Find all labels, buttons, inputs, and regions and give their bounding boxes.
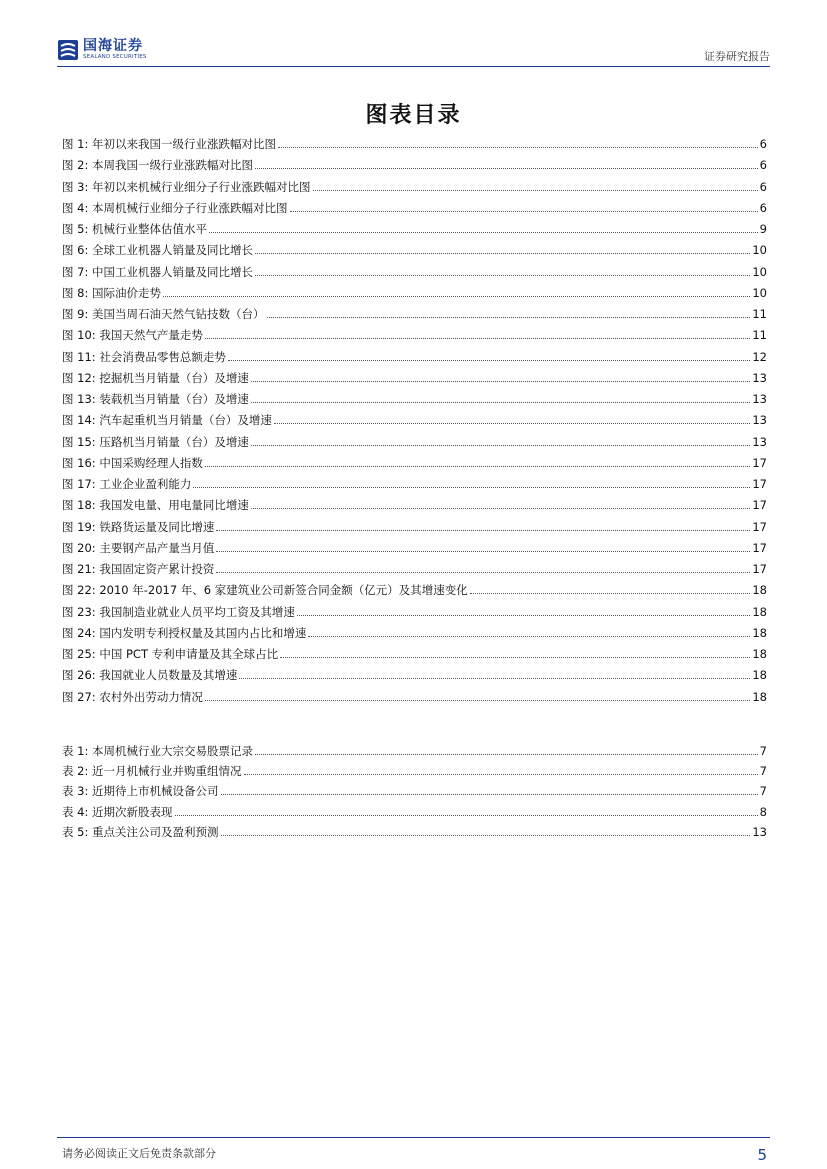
dot-leader xyxy=(251,508,751,509)
toc-entry-page[interactable]: 18 xyxy=(752,689,767,704)
report-type-label: 证券研究报告 xyxy=(704,50,770,63)
figure-toc-entry[interactable] xyxy=(62,689,767,710)
toc-entry-title[interactable]: 图 4: 本周机械行业细分子行业涨跌幅对比图 xyxy=(62,200,288,215)
toc-entry-title[interactable]: 图 12: 挖掘机当月销量（台）及增速 xyxy=(62,370,249,385)
figure-toc-entry[interactable] xyxy=(62,370,767,391)
table-toc-entry[interactable] xyxy=(62,824,767,844)
figure-toc-entry[interactable] xyxy=(62,285,767,306)
figure-toc-entry[interactable] xyxy=(62,264,767,285)
page-number: 5 xyxy=(757,1146,767,1164)
toc-entry-title[interactable]: 图 6: 全球工业机器人销量及同比增长 xyxy=(62,243,254,258)
figure-list xyxy=(62,136,767,710)
toc-entry-page[interactable]: 18 xyxy=(752,604,767,619)
dot-leader xyxy=(221,794,758,795)
dot-leader xyxy=(205,466,751,467)
dot-leader xyxy=(244,774,758,775)
toc-entry-page[interactable]: 7 xyxy=(759,764,767,779)
dot-leader xyxy=(175,815,758,816)
toc-entry-page[interactable]: 10 xyxy=(752,264,767,279)
disclaimer-note: 请务必阅读正文后免责条款部分 xyxy=(62,1147,216,1160)
table-list xyxy=(62,743,767,844)
figure-toc-entry[interactable] xyxy=(62,200,767,221)
toc-entry-page[interactable]: 12 xyxy=(752,349,767,364)
page-header xyxy=(57,32,770,66)
figure-toc-entry[interactable] xyxy=(62,667,767,688)
figure-toc-entry[interactable] xyxy=(62,306,767,327)
logo-chinese-name: 国海证券 xyxy=(83,38,143,54)
dot-leader xyxy=(267,317,751,318)
header-divider xyxy=(57,66,770,67)
dot-leader xyxy=(216,530,750,531)
toc-entry-page[interactable]: 17 xyxy=(752,519,767,534)
toc-entry-title[interactable]: 图 25: 中国 PCT 专利申请量及其全球占比 xyxy=(62,647,279,661)
toc-entry-title[interactable]: 图 22: 2010 年-2017 年、6 家建筑业公司新签合同金额（亿元）及其增速变化 xyxy=(62,583,468,598)
toc-entry-title[interactable]: 图 7: 中国工业机器人销量及同比增长 xyxy=(62,264,254,279)
figure-toc-entry[interactable] xyxy=(62,349,767,370)
toc-entry-page[interactable]: 18 xyxy=(752,647,767,661)
figure-toc-entry[interactable] xyxy=(62,455,767,476)
toc-entry-page[interactable]: 18 xyxy=(752,625,767,640)
toc-entry-title[interactable]: 图 18: 我国发电量、用电量同比增速 xyxy=(62,498,249,513)
footer-divider xyxy=(57,1137,770,1138)
logo-english-name: SEALAND SECURITIES xyxy=(83,54,147,60)
toc-entry-title[interactable]: 图 5: 机械行业整体估值水平 xyxy=(62,222,208,236)
toc-entry-page[interactable]: 9 xyxy=(759,222,767,236)
toc-entry-title[interactable]: 图 26: 我国就业人员数量及其增速 xyxy=(62,668,238,683)
toc-entry-page[interactable]: 18 xyxy=(752,668,767,683)
dot-leader xyxy=(297,615,751,616)
toc-entry-page[interactable]: 17 xyxy=(752,455,767,470)
toc-entry-page[interactable]: 17 xyxy=(752,498,767,513)
toc-entry-title[interactable]: 图 10: 我国天然气产量走势 xyxy=(62,328,203,343)
toc-entry-title[interactable]: 表 4: 近期次新股表现 xyxy=(62,804,173,819)
toc-entry-title[interactable]: 表 2: 近一月机械行业并购重组情况 xyxy=(62,764,242,779)
dot-leader xyxy=(255,168,758,169)
figure-toc-entry[interactable] xyxy=(62,646,767,667)
figure-toc-entry[interactable] xyxy=(62,582,767,603)
dot-leader xyxy=(280,657,750,658)
toc-entry-title[interactable]: 图 13: 装载机当月销量（台）及增速 xyxy=(62,392,249,406)
toc-entry-page[interactable]: 11 xyxy=(752,328,767,343)
dot-leader xyxy=(216,551,750,552)
toc-entry-page[interactable]: 6 xyxy=(759,137,767,151)
dot-leader xyxy=(251,445,751,446)
dot-leader xyxy=(239,678,750,679)
table-toc-entry[interactable] xyxy=(62,804,767,824)
toc-entry-title[interactable]: 表 3: 近期待上市机械设备公司 xyxy=(62,784,219,799)
toc-entry-title[interactable]: 图 15: 压路机当月销量（台）及增速 xyxy=(62,434,249,449)
toc-entry-page[interactable]: 8 xyxy=(759,804,767,819)
toc-entry-page[interactable]: 10 xyxy=(752,243,767,258)
dot-leader xyxy=(290,211,758,212)
figure-toc-entry[interactable] xyxy=(62,434,767,455)
toc-entry-title[interactable]: 图 16: 中国采购经理人指数 xyxy=(62,455,203,470)
toc-entry-page[interactable]: 7 xyxy=(759,744,767,758)
figure-toc-entry[interactable] xyxy=(62,540,767,561)
dot-leader xyxy=(255,275,750,276)
page-title: 图表目录 xyxy=(365,103,462,128)
toc-entry-page[interactable]: 17 xyxy=(752,562,767,576)
figure-toc-entry[interactable] xyxy=(62,625,767,646)
sealand-logo-icon xyxy=(57,39,79,61)
toc-entry-title[interactable]: 图 1: 年初以来我国一级行业涨跌幅对比图 xyxy=(62,137,277,151)
table-toc-entry[interactable] xyxy=(62,783,767,803)
toc-entry-page[interactable]: 13 xyxy=(752,824,767,839)
dot-leader xyxy=(221,835,751,836)
toc-entry-page[interactable]: 13 xyxy=(752,434,767,449)
figure-toc-entry[interactable] xyxy=(62,519,767,540)
figure-toc-entry[interactable] xyxy=(62,497,767,518)
toc-entry-title[interactable]: 图 27: 农村外出劳动力情况 xyxy=(62,689,203,704)
toc-entry-title[interactable]: 图 21: 我国固定资产累计投资 xyxy=(62,562,215,576)
dot-leader xyxy=(205,338,751,339)
toc-entry-page[interactable]: 7 xyxy=(759,784,767,799)
toc-entry-page[interactable]: 13 xyxy=(752,370,767,385)
figure-toc-entry[interactable] xyxy=(62,179,767,200)
toc-entry-page[interactable]: 6 xyxy=(759,179,767,194)
toc-entry-title[interactable]: 图 3: 年初以来机械行业细分子行业涨跌幅对比图 xyxy=(62,179,311,194)
figure-toc-entry[interactable] xyxy=(62,412,767,433)
figure-toc-entry[interactable] xyxy=(62,391,767,412)
figure-toc-entry[interactable] xyxy=(62,604,767,625)
toc-entry-title[interactable]: 图 19: 铁路货运量及同比增速 xyxy=(62,519,215,534)
figure-toc-entry[interactable] xyxy=(62,157,767,178)
figure-toc-entry[interactable] xyxy=(62,221,767,242)
toc-entry-page[interactable]: 13 xyxy=(752,392,767,406)
toc-entry-page[interactable]: 17 xyxy=(752,540,767,555)
dot-leader xyxy=(313,190,758,191)
dot-leader xyxy=(209,232,758,233)
table-toc-entry[interactable] xyxy=(62,743,767,763)
dot-leader xyxy=(255,253,750,254)
toc-entry-title[interactable]: 图 17: 工业企业盈利能力 xyxy=(62,477,192,491)
toc-entry-title[interactable]: 图 11: 社会消费品零售总额走势 xyxy=(62,349,226,364)
company-logo xyxy=(57,36,147,64)
toc-entry-page[interactable]: 6 xyxy=(759,158,767,173)
toc-entry-title[interactable]: 图 9: 美国当周石油天然气钻技数（台） xyxy=(62,307,265,321)
dot-leader xyxy=(274,423,751,424)
toc-entry-title[interactable]: 图 8: 国际油价走势 xyxy=(62,285,162,300)
toc-entry-page[interactable]: 13 xyxy=(752,413,767,428)
toc-entry-title[interactable]: 表 1: 本周机械行业大宗交易股票记录 xyxy=(62,744,254,758)
dot-leader xyxy=(470,593,751,594)
dot-leader xyxy=(278,147,758,148)
dot-leader xyxy=(216,572,750,573)
dot-leader xyxy=(205,700,751,701)
figure-toc-entry[interactable] xyxy=(62,476,767,497)
toc-entry-title[interactable]: 图 23: 我国制造业就业人员平均工资及其增速 xyxy=(62,604,295,619)
table-toc-entry[interactable] xyxy=(62,763,767,783)
toc-entry-title[interactable]: 图 24: 国内发明专利授权量及其国内占比和增速 xyxy=(62,625,307,640)
toc-entry-title[interactable]: 表 5: 重点关注公司及盈利预测 xyxy=(62,824,219,839)
dot-leader xyxy=(251,402,751,403)
figure-toc-entry[interactable] xyxy=(62,242,767,263)
figure-toc-entry[interactable] xyxy=(62,561,767,582)
dot-leader xyxy=(193,487,750,488)
dot-leader xyxy=(308,636,750,637)
dot-leader xyxy=(255,754,758,755)
toc-entry-page[interactable]: 17 xyxy=(752,477,767,491)
figure-toc-entry[interactable] xyxy=(62,327,767,348)
dot-leader xyxy=(228,360,751,361)
toc-entry-title[interactable]: 图 14: 汽车起重机当月销量（台）及增速 xyxy=(62,413,272,428)
dot-leader xyxy=(163,296,750,297)
figure-toc-entry[interactable] xyxy=(62,136,767,157)
toc-entry-page[interactable]: 10 xyxy=(752,285,767,300)
toc-entry-title[interactable]: 图 20: 主要钢产品产量当月值 xyxy=(62,540,215,555)
toc-entry-page[interactable]: 6 xyxy=(759,200,767,215)
dot-leader xyxy=(251,381,751,382)
toc-entry-page[interactable]: 11 xyxy=(752,307,767,321)
toc-entry-page[interactable]: 18 xyxy=(752,583,767,598)
toc-entry-title[interactable]: 图 2: 本周我国一级行业涨跌幅对比图 xyxy=(62,158,254,173)
